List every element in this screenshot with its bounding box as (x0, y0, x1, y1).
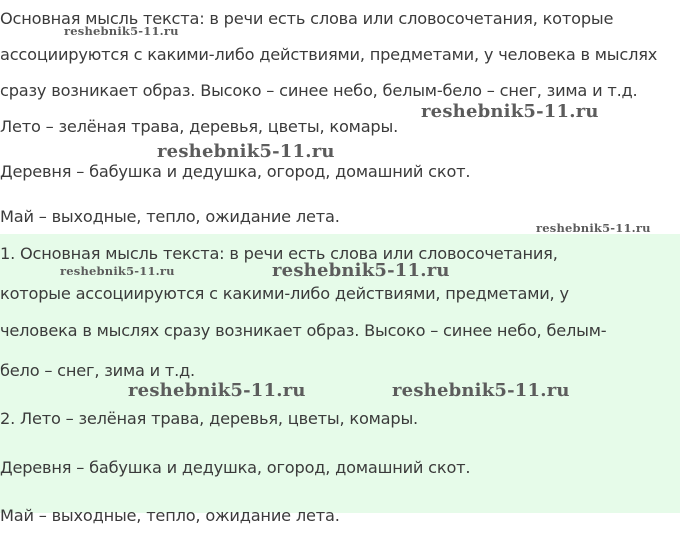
paragraph-line: сразу возникает образ. Высоко – синее небо, белым-бело – снег, зима и т.д. (0, 81, 638, 100)
paragraph-line: Деревня – бабушка и дедушка, огород, домашний скот. (0, 458, 471, 477)
paragraph-line: человека в мыслях сразу возникает образ. Высоко – синее небо, белым- (0, 321, 607, 340)
watermark: reshebnik5-11.ru (157, 141, 335, 162)
paragraph-line: 2. Лето – зелёная трава, деревья, цветы, комары. (0, 409, 419, 428)
paragraph-line: Май – выходные, тепло, ожидание лета. (0, 506, 340, 525)
paragraph-line: Деревня – бабушка и дедушка, огород, домашний скот. (0, 162, 471, 181)
watermark: reshebnik5-11.ru (421, 101, 599, 122)
watermark: reshebnik5-11.ru (392, 380, 570, 401)
paragraph-line: Май – выходные, тепло, ожидание лета. (0, 207, 340, 226)
watermark: reshebnik5-11.ru (272, 260, 450, 281)
paragraph-line: 1. Основная мысль текста: в речи есть слова или словосочетания, (0, 244, 558, 263)
clipped-line-container (0, 500, 680, 525)
watermark: reshebnik5-11.ru (536, 221, 651, 235)
watermark: reshebnik5-11.ru (60, 264, 175, 278)
paragraph-line: бело – снег, зима и т.д. (0, 361, 195, 380)
watermark: reshebnik5-11.ru (64, 24, 179, 38)
paragraph-line: которые ассоциируются с какими-либо действиями, предметами, у (0, 284, 569, 303)
paragraph-line: Лето – зелёная трава, деревья, цветы, комары. (0, 117, 399, 136)
paragraph-line: Основная мысль текста: в речи есть слова или словосочетания, которые (0, 9, 614, 28)
paragraph-line: ассоциируются с какими-либо действиями, предметами, у человека в мыслях (0, 45, 658, 64)
watermark: reshebnik5-11.ru (128, 380, 306, 401)
